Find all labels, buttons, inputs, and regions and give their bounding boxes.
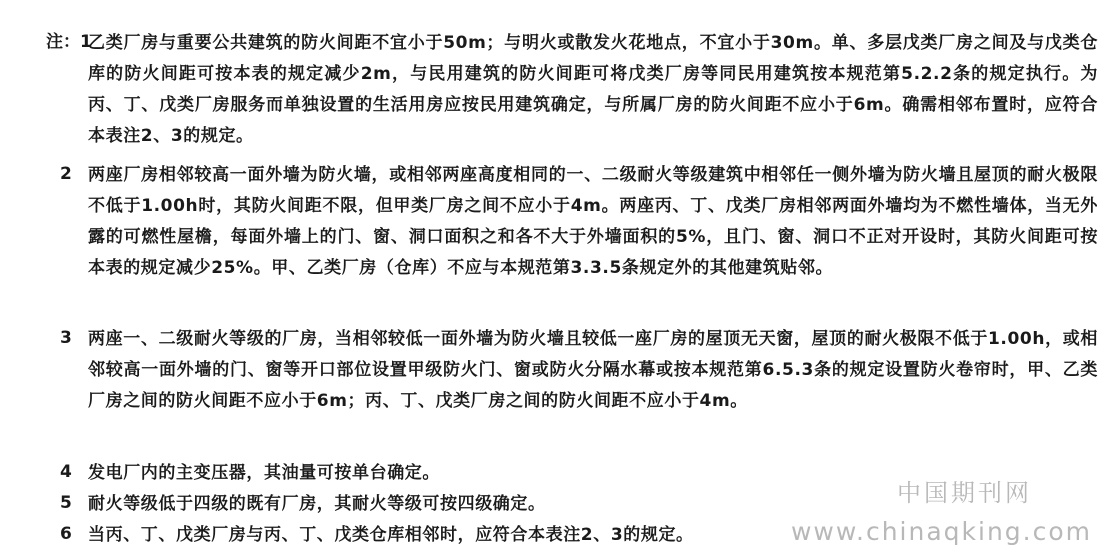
note-number: 6 [60,524,72,544]
note-number: 5 [60,493,72,513]
note-text: 耐火等级低于四级的既有厂房，其耐火等级可按四级确定。 [88,494,546,514]
note-text: 发电厂内的主变压器，其油量可按单台确定。 [88,463,440,483]
note-text: 当丙、丁、戊类厂房与丙、丁、戊类仓库相邻时，应符合本表注2、3的规定。 [88,525,694,545]
watermark-url: www.chinaqking.com [790,517,1092,546]
note-number: 3 [60,328,72,348]
note-number: 2 [60,164,72,184]
note-text: 乙类厂房与重要公共建筑的防火间距不宜小于50m；与明火或散发火花地点，不宜小于30m。单、多层戊类厂房之间及与戊类仓库的防火间距可按本表的规定减少2m，与民用建筑的防火间距可将戊类厂房等同民用建筑按本规范第5.2.2条的规定执行。为丙、丁、戊类厂房服务而单独设置的生活用房应按民用建筑确定，与所属厂房的防火间距不应小于6m。确需相邻布置时，应符合本表注2、3的规定。 [88,33,1098,146]
note-text: 两座厂房相邻较高一面外墙为防火墙，或相邻两座高度相同的一、二级耐火等级建筑中相邻任一侧外墙为防火墙且屋顶的耐火极限不低于1.00h时，其防火间距不限，但甲类厂房之间不应小于4m。两座丙、丁、戊类厂房相邻两面外墙均为不燃性墙体，当无外露的可燃性屋檐，每面外墙上的门、窗、洞口面积之和各不大于外墙面积的5%，且门、窗、洞口不正对开设时，其防火间距可按本表的规定减少25%。甲、乙类厂房（仓库）不应与本规范第3.3.5条规定外的其他建筑贴邻。 [88,165,1098,278]
note-number: 4 [60,462,72,482]
note-text: 两座一、二级耐火等级的厂房，当相邻较低一面外墙为防火墙且较低一座厂房的屋顶无天窗，屋顶的耐火极限不低于1.00h，或相邻较高一面外墙的门、窗等开口部位设置甲级防火门、窗或防火分隔水幕或按本规范第6.5.3条的规定设置防火卷帘时，甲、乙类厂房之间的防火间距不应小于6m；丙、丁、戊类厂房之间的防火间距不应小于4m。 [88,329,1098,411]
watermark-name: 中国期刊网 [897,479,1032,507]
note-number: 注：1 [46,32,92,52]
